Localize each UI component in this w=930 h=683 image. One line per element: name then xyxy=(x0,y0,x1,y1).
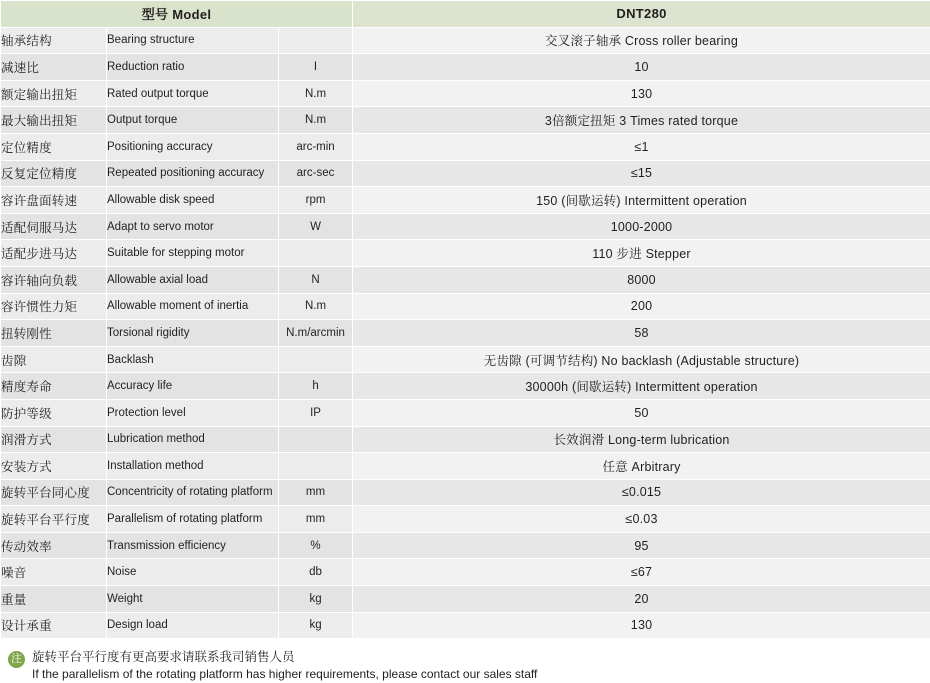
table-row xyxy=(1,27,930,54)
cell-value: ≤15 xyxy=(353,160,930,187)
cell-unit: N.m xyxy=(279,80,353,107)
cell-value: 交叉滚子轴承 Cross roller bearing xyxy=(353,27,930,54)
cell-value: 130 xyxy=(353,612,930,639)
cell-label-en: Accuracy life xyxy=(107,373,279,400)
cell-unit: I xyxy=(279,54,353,81)
cell-unit xyxy=(279,240,353,267)
cell-unit: N.m xyxy=(279,293,353,320)
cell-unit: rpm xyxy=(279,187,353,214)
cell-label-cn: 防护等级 xyxy=(1,399,107,426)
header-row xyxy=(1,1,930,28)
cell-value: 30000h (间歇运转) Intermittent operation xyxy=(353,373,930,400)
cell-unit: h xyxy=(279,373,353,400)
cell-label-cn: 重量 xyxy=(1,586,107,613)
table-row xyxy=(1,346,930,373)
table-row xyxy=(1,133,930,160)
table-row xyxy=(1,293,930,320)
cell-label-en: Noise xyxy=(107,559,279,586)
cell-unit: % xyxy=(279,532,353,559)
cell-label-cn: 传动效率 xyxy=(1,532,107,559)
cell-label-en: Design load xyxy=(107,612,279,639)
cell-value: 110 步进 Stepper xyxy=(353,240,930,267)
cell-label-en: Allowable disk speed xyxy=(107,187,279,214)
footnote-line-en: If the parallelism of the rotating platform has higher requirements, please contact our sales staff xyxy=(32,666,537,683)
cell-label-cn: 设计承重 xyxy=(1,612,107,639)
cell-value: 1000-2000 xyxy=(353,213,930,240)
cell-value: 150 (间歇运转) Intermittent operation xyxy=(353,187,930,214)
table-row xyxy=(1,107,930,134)
cell-unit: W xyxy=(279,213,353,240)
cell-label-cn: 旋转平台平行度 xyxy=(1,506,107,533)
cell-label-cn: 适配步进马达 xyxy=(1,240,107,267)
cell-label-cn: 精度寿命 xyxy=(1,373,107,400)
table-row xyxy=(1,453,930,480)
cell-value: ≤1 xyxy=(353,133,930,160)
table-row xyxy=(1,266,930,293)
cell-label-en: Parallelism of rotating platform xyxy=(107,506,279,533)
table-row xyxy=(1,320,930,347)
cell-unit: mm xyxy=(279,506,353,533)
cell-label-cn: 额定输出扭矩 xyxy=(1,80,107,107)
table-row xyxy=(1,586,930,613)
cell-value: 130 xyxy=(353,80,930,107)
cell-label-cn: 最大输出扭矩 xyxy=(1,107,107,134)
cell-value: 8000 xyxy=(353,266,930,293)
cell-label-en: Bearing structure xyxy=(107,27,279,54)
cell-value: ≤67 xyxy=(353,559,930,586)
cell-value: ≤0.03 xyxy=(353,506,930,533)
cell-value: 3倍额定扭矩 3 Times rated torque xyxy=(353,107,930,134)
footnote xyxy=(0,639,930,683)
cell-label-en: Repeated positioning accuracy xyxy=(107,160,279,187)
table-row xyxy=(1,54,930,81)
cell-unit: kg xyxy=(279,612,353,639)
cell-label-cn: 润滑方式 xyxy=(1,426,107,453)
cell-label-en: Installation method xyxy=(107,453,279,480)
cell-label-en: Adapt to servo motor xyxy=(107,213,279,240)
cell-unit: arc-sec xyxy=(279,160,353,187)
cell-label-en: Lubrication method xyxy=(107,426,279,453)
cell-label-cn: 噪音 xyxy=(1,559,107,586)
cell-value: 长效润滑 Long-term lubrication xyxy=(353,426,930,453)
cell-unit xyxy=(279,27,353,54)
cell-unit: db xyxy=(279,559,353,586)
cell-unit: N.m/arcmin xyxy=(279,320,353,347)
cell-label-cn: 容许轴向负载 xyxy=(1,266,107,293)
cell-unit: N xyxy=(279,266,353,293)
table-row xyxy=(1,240,930,267)
header-model-value: DNT280 xyxy=(353,1,930,28)
table-row xyxy=(1,532,930,559)
cell-label-en: Transmission efficiency xyxy=(107,532,279,559)
footnote-text xyxy=(32,649,537,683)
footnote-line-cn: 旋转平台平行度有更高要求请联系我司销售人员 xyxy=(32,649,537,666)
cell-label-en: Suitable for stepping motor xyxy=(107,240,279,267)
cell-value: 无齿隙 (可调节结构) No backlash (Adjustable structure) xyxy=(353,346,930,373)
table-row xyxy=(1,559,930,586)
cell-label-en: Concentricity of rotating platform xyxy=(107,479,279,506)
cell-unit: arc-min xyxy=(279,133,353,160)
table-row xyxy=(1,426,930,453)
cell-label-en: Torsional rigidity xyxy=(107,320,279,347)
cell-label-cn: 容许盘面转速 xyxy=(1,187,107,214)
cell-unit: N.m xyxy=(279,107,353,134)
cell-label-en: Weight xyxy=(107,586,279,613)
table-row xyxy=(1,160,930,187)
cell-label-en: Backlash xyxy=(107,346,279,373)
cell-unit xyxy=(279,346,353,373)
cell-unit: mm xyxy=(279,479,353,506)
cell-label-en: Protection level xyxy=(107,399,279,426)
cell-label-cn: 减速比 xyxy=(1,54,107,81)
note-badge-icon: 注 xyxy=(8,651,25,668)
cell-label-cn: 定位精度 xyxy=(1,133,107,160)
cell-unit: IP xyxy=(279,399,353,426)
cell-label-en: Reduction ratio xyxy=(107,54,279,81)
cell-label-cn: 旋转平台同心度 xyxy=(1,479,107,506)
cell-label-cn: 适配伺服马达 xyxy=(1,213,107,240)
table-row xyxy=(1,373,930,400)
cell-unit: kg xyxy=(279,586,353,613)
cell-label-cn: 轴承结构 xyxy=(1,27,107,54)
cell-unit xyxy=(279,426,353,453)
cell-value: 10 xyxy=(353,54,930,81)
cell-label-cn: 容许惯性力矩 xyxy=(1,293,107,320)
cell-label-cn: 扭转刚性 xyxy=(1,320,107,347)
cell-label-en: Positioning accuracy xyxy=(107,133,279,160)
cell-value: 任意 Arbitrary xyxy=(353,453,930,480)
cell-label-cn: 反复定位精度 xyxy=(1,160,107,187)
cell-label-en: Rated output torque xyxy=(107,80,279,107)
cell-label-en: Allowable moment of inertia xyxy=(107,293,279,320)
table-header xyxy=(1,1,930,28)
cell-value: 58 xyxy=(353,320,930,347)
table-row xyxy=(1,506,930,533)
table-row xyxy=(1,187,930,214)
table-row xyxy=(1,612,930,639)
cell-unit xyxy=(279,453,353,480)
cell-value: 95 xyxy=(353,532,930,559)
cell-value: 20 xyxy=(353,586,930,613)
cell-label-en: Output torque xyxy=(107,107,279,134)
cell-label-en: Allowable axial load xyxy=(107,266,279,293)
header-model-label: 型号 Model xyxy=(1,1,353,28)
cell-label-cn: 安装方式 xyxy=(1,453,107,480)
table-body xyxy=(1,27,930,639)
cell-label-cn: 齿隙 xyxy=(1,346,107,373)
table-row xyxy=(1,479,930,506)
table-row xyxy=(1,213,930,240)
cell-value: ≤0.015 xyxy=(353,479,930,506)
table-row xyxy=(1,399,930,426)
table-row xyxy=(1,80,930,107)
cell-value: 50 xyxy=(353,399,930,426)
cell-value: 200 xyxy=(353,293,930,320)
